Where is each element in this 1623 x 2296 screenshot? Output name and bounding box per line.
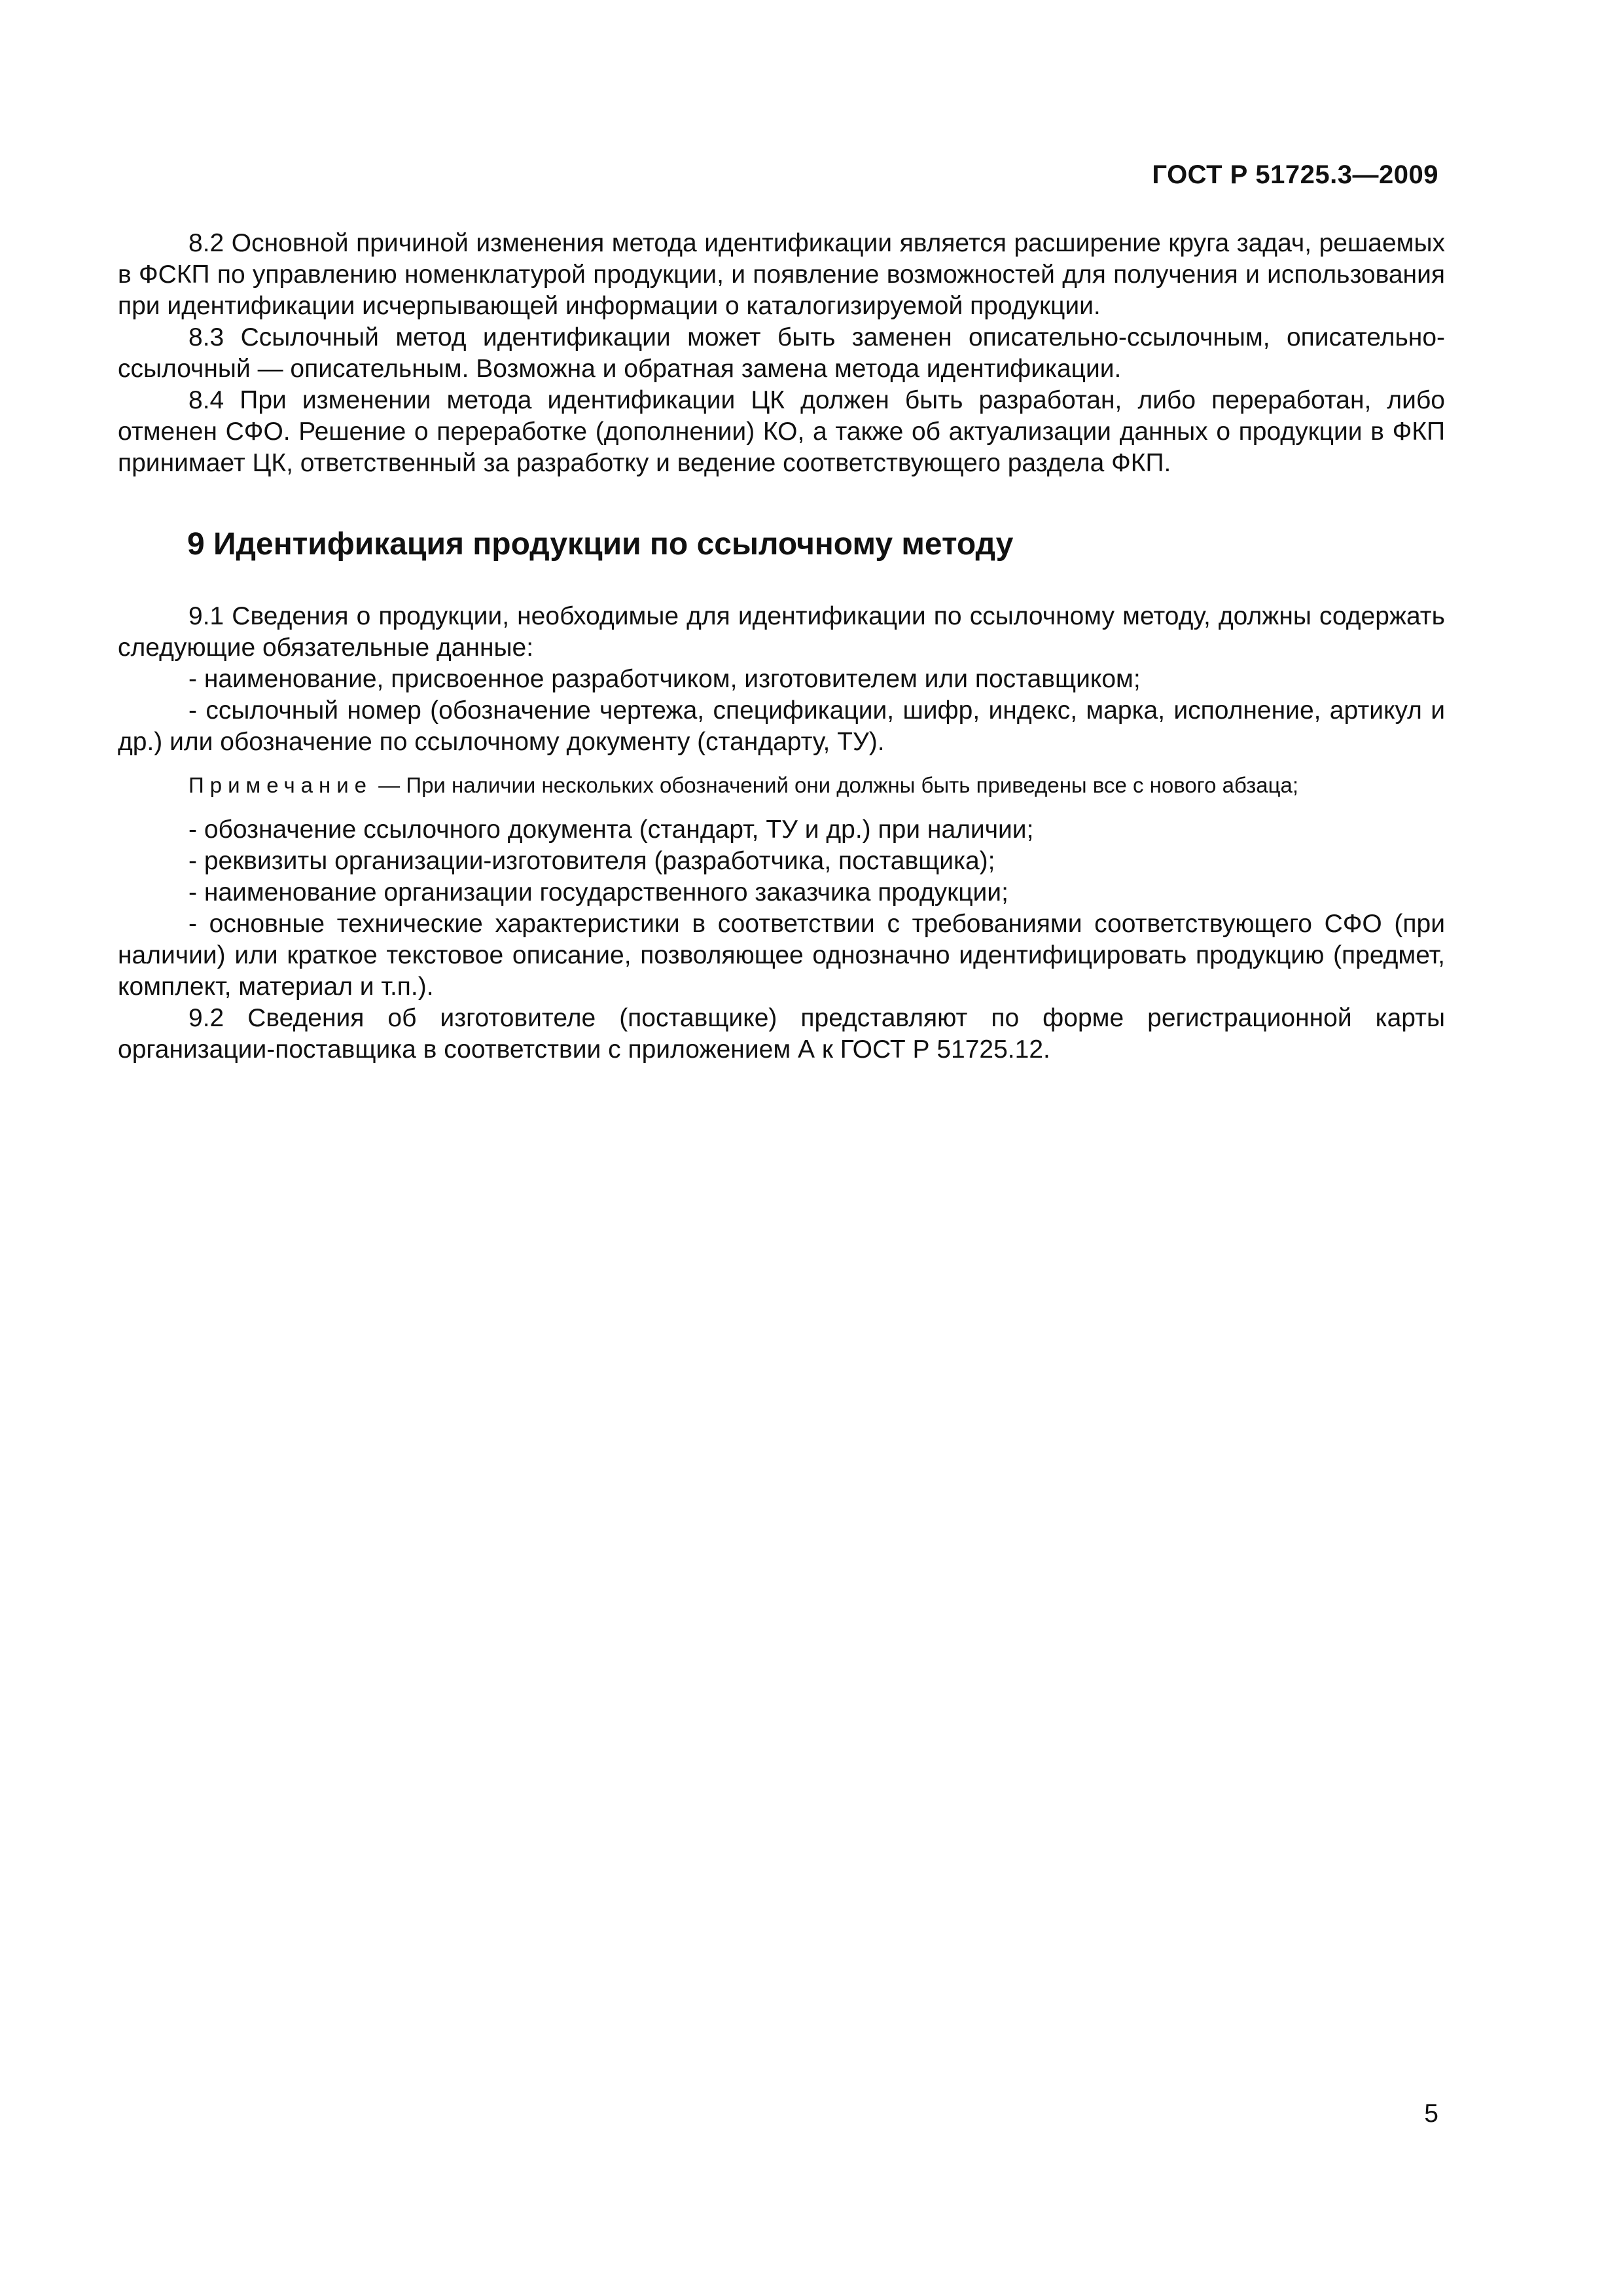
document-code-header: ГОСТ Р 51725.3—2009 xyxy=(1152,160,1438,189)
paragraph-8-3: 8.3 Ссылочный метод идентификации может быть заменен описательно-ссылочным, описательно-ссылочный — описательным. Возможна и обратная замена метода идентификации. xyxy=(118,323,1445,383)
list-item: - основные технические характеристики в соответствии с требованиями соответствующего СФО (при наличии) или краткое текстовое описание, позволяющее однозначно идентифицировать продукцию (предмет, комплект, материал и т.п.). xyxy=(118,910,1445,1001)
paragraph-8-4: 8.4 При изменении метода идентификации ЦК должен быть разработан, либо переработан, либо отменен СФО. Решение о переработке (дополнении) КО, а также об актуализации данных о продукции в ФКП принимает ЦК, ответственный за разработку и ведение соответствующего раздела ФКП. xyxy=(118,386,1445,477)
section-9-heading: 9 Идентификация продукции по ссылочному методу xyxy=(187,527,1014,562)
list-item: - реквизиты организации-изготовителя (разработчика, поставщика); xyxy=(188,847,995,875)
list-item: - обозначение ссылочного документа (стандарт, ТУ и др.) при наличии; xyxy=(188,816,1034,844)
page-content xyxy=(118,228,1445,1066)
paragraph-9-2: 9.2 Сведения об изготовителе (поставщике) представляют по форме регистрационной карты организации-поставщика в соответствии с приложением А к ГОСТ Р 51725.12. xyxy=(118,1004,1445,1064)
paragraph-8-2: 8.2 Основной причиной изменения метода идентификации является расширение круга задач, решаемых в ФСКП по управлению номенклатурой продукции, и появление возможностей для получения и использования при идентификации исчерпывающей информации о каталогизируемой продукции. xyxy=(118,229,1445,320)
list-item: - наименование, присвоенное разработчиком, изготовителем или поставщиком; xyxy=(188,665,1141,693)
list-item: - ссылочный номер (обозначение чертежа, спецификации, шифр, индекс, марка, исполнение, артикул и др.) или обозначение по ссылочному документу (стандарту, ТУ). xyxy=(118,696,1445,756)
note-text: — При наличии нескольких обозначений они должны быть приведены все с нового абзаца; xyxy=(372,773,1299,797)
note-paragraph xyxy=(118,771,1445,800)
list-item: - наименование организации государственного заказчика продукции; xyxy=(188,878,1008,906)
paragraph-9-1: 9.1 Сведения о продукции, необходимые для идентификации по ссылочному методу, должны содержать следующие обязательные данные: xyxy=(118,602,1445,662)
page-number: 5 xyxy=(1424,2100,1438,2128)
note-label: Примечание xyxy=(188,773,373,797)
